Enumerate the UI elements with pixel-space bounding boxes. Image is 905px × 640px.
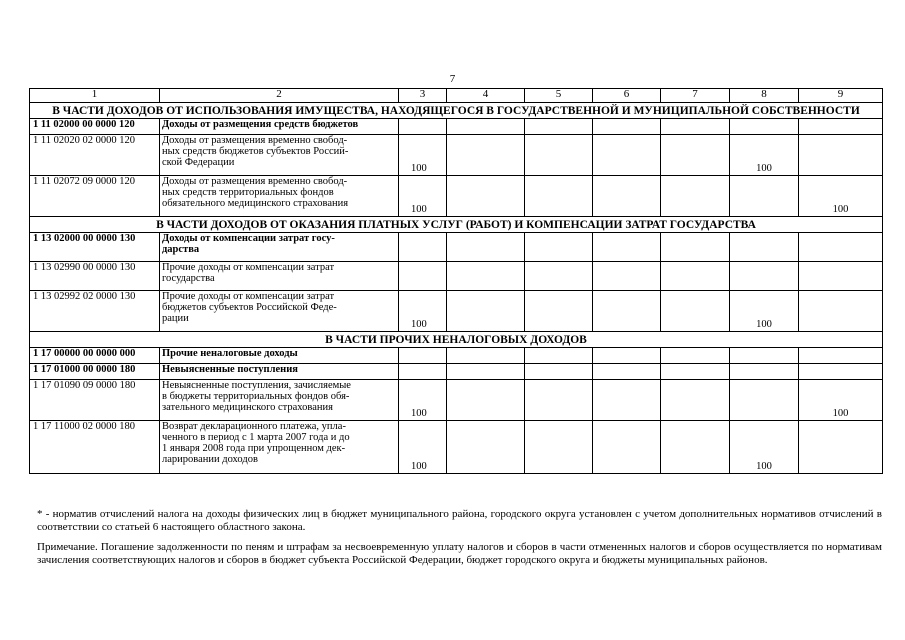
norm-value-cell xyxy=(525,233,593,262)
budget-classification-code: 1 17 00000 00 0000 000 xyxy=(30,348,160,364)
norm-value-cell xyxy=(593,380,661,421)
table-row xyxy=(30,135,883,176)
budget-classification-code: 1 17 01090 09 0000 180 xyxy=(30,380,160,421)
norm-value-cell xyxy=(661,119,730,135)
revenue-name xyxy=(160,348,399,364)
norm-value-cell xyxy=(730,262,799,291)
norm-value-cell xyxy=(593,262,661,291)
norm-value-cell: 100 xyxy=(399,421,447,474)
revenue-name xyxy=(160,176,399,217)
revenue-name xyxy=(160,421,399,474)
budget-classification-code: 1 13 02990 00 0000 130 xyxy=(30,262,160,291)
table-row xyxy=(30,348,883,364)
revenue-name-line: ных средств бюджетов субъектов Россий- xyxy=(162,146,349,157)
norm-value-cell xyxy=(799,421,883,474)
revenue-name xyxy=(160,262,399,291)
revenue-name xyxy=(160,291,399,332)
norm-value-cell xyxy=(661,364,730,380)
norm-value-cell xyxy=(593,291,661,332)
column-number-cell: 7 xyxy=(661,89,730,103)
footnote: * - норматив отчислений налога на доходы физических лиц в бюджет муниципального района, городского округа установлен с учетом дополнительных нормативов отчислений в соответствии со статьей 6 настоящего областного закона. xyxy=(37,508,882,533)
revenue-name xyxy=(160,135,399,176)
norm-value-cell xyxy=(447,176,525,217)
table-row xyxy=(30,262,883,291)
norm-value-cell xyxy=(593,364,661,380)
column-number-row xyxy=(30,89,883,103)
norm-value-cell xyxy=(661,348,730,364)
budget-classification-code: 1 11 02000 00 0000 120 xyxy=(30,119,160,135)
norm-value-cell xyxy=(799,364,883,380)
norm-value-cell: 100 xyxy=(399,291,447,332)
revenue-name-line: Прочие доходы от компенсации затрат xyxy=(162,291,335,302)
table-row xyxy=(30,421,883,474)
column-number-cell: 3 xyxy=(399,89,447,103)
norm-value-cell xyxy=(525,364,593,380)
table-row xyxy=(30,233,883,262)
budget-classification-code: 1 17 01000 00 0000 180 xyxy=(30,364,160,380)
norm-value-cell xyxy=(593,233,661,262)
revenue-name-line: Прочие доходы от компенсации затрат xyxy=(162,262,335,273)
section-title: В ЧАСТИ ПРОЧИХ НЕНАЛОГОВЫХ ДОХОДОВ xyxy=(30,332,883,348)
revenue-name-line: ных средств территориальных фондов xyxy=(162,187,334,198)
section-title: В ЧАСТИ ДОХОДОВ ОТ ИСПОЛЬЗОВАНИЯ ИМУЩЕСТВА, НАХОДЯЩЕГОСЯ В ГОСУДАРСТВЕННОЙ И МУНИЦИПАЛЬНОЙ СОБСТВЕННОСТИ xyxy=(30,103,883,119)
table-row xyxy=(30,119,883,135)
column-number-cell: 2 xyxy=(160,89,399,103)
norm-value-cell xyxy=(661,262,730,291)
norm-value-cell xyxy=(525,421,593,474)
norm-value-cell xyxy=(799,291,883,332)
revenue-name-line: Доходы от размещения временно свобод- xyxy=(162,135,348,146)
table-row xyxy=(30,291,883,332)
norm-value-cell xyxy=(661,380,730,421)
norm-value-cell xyxy=(730,364,799,380)
norm-value-cell: 100 xyxy=(399,135,447,176)
norm-value-cell xyxy=(661,291,730,332)
norm-value-cell xyxy=(447,119,525,135)
budget-classification-code: 1 13 02000 00 0000 130 xyxy=(30,233,160,262)
norm-value-cell xyxy=(399,364,447,380)
column-number-cell: 4 xyxy=(447,89,525,103)
section-title: В ЧАСТИ ДОХОДОВ ОТ ОКАЗАНИЯ ПЛАТНЫХ УСЛУГ (РАБОТ) И КОМПЕНСАЦИИ ЗАТРАТ ГОСУДАРСТВА xyxy=(30,217,883,233)
revenue-name-line: Невыясненные поступления xyxy=(162,364,298,375)
norm-value-cell xyxy=(447,380,525,421)
budget-classification-code: 1 11 02020 02 0000 120 xyxy=(30,135,160,176)
norm-value-cell xyxy=(525,119,593,135)
norm-value-cell xyxy=(593,421,661,474)
revenue-name-line: ларировании доходов xyxy=(162,454,258,465)
revenue-name-line: государства xyxy=(162,273,215,284)
revenue-name-line: бюджетов субъектов Российской Феде- xyxy=(162,302,337,313)
column-number-cell: 5 xyxy=(525,89,593,103)
norm-value-cell xyxy=(799,262,883,291)
norm-value-cell: 100 xyxy=(730,421,799,474)
column-number-cell: 6 xyxy=(593,89,661,103)
norm-value-cell xyxy=(799,233,883,262)
norm-value-cell xyxy=(593,119,661,135)
revenue-name-line: ской Федерации xyxy=(162,157,235,168)
revenue-name xyxy=(160,380,399,421)
norm-value-cell xyxy=(525,135,593,176)
norm-value-cell xyxy=(447,262,525,291)
norm-value-cell xyxy=(447,291,525,332)
section-header-row xyxy=(30,103,883,119)
norm-value-cell xyxy=(399,348,447,364)
norm-value-cell xyxy=(661,135,730,176)
norm-value-cell xyxy=(593,135,661,176)
norm-value-cell xyxy=(525,176,593,217)
norm-value-cell xyxy=(730,380,799,421)
norm-value-cell: 100 xyxy=(799,380,883,421)
norm-value-cell xyxy=(399,119,447,135)
norm-value-cell xyxy=(799,119,883,135)
norm-value-cell xyxy=(661,421,730,474)
norm-value-cell xyxy=(525,380,593,421)
column-number-cell: 1 xyxy=(30,89,160,103)
norm-value-cell xyxy=(661,233,730,262)
norm-value-cell xyxy=(730,348,799,364)
budget-classification-code: 1 13 02992 02 0000 130 xyxy=(30,291,160,332)
revenue-norms-table xyxy=(29,88,883,474)
revenue-name-line: рации xyxy=(162,313,189,324)
norm-value-cell: 100 xyxy=(730,135,799,176)
budget-classification-code: 1 17 11000 02 0000 180 xyxy=(30,421,160,474)
revenue-name-line: Невыясненные поступления, зачисляемые xyxy=(162,380,351,391)
norm-value-cell: 100 xyxy=(399,380,447,421)
revenue-name-line: 1 января 2008 года при упрощенном дек- xyxy=(162,443,346,454)
norm-value-cell xyxy=(799,348,883,364)
revenue-name xyxy=(160,233,399,262)
revenue-name-line: зательного медицинского страхования xyxy=(162,402,333,413)
norm-value-cell xyxy=(593,176,661,217)
norm-value-cell xyxy=(799,135,883,176)
revenue-name-line: Доходы от размещения временно свобод- xyxy=(162,176,348,187)
norm-value-cell xyxy=(447,233,525,262)
section-header-row xyxy=(30,217,883,233)
revenue-name-line: Возврат декларационного платежа, упла- xyxy=(162,421,346,432)
norm-value-cell xyxy=(730,119,799,135)
norm-value-cell xyxy=(593,348,661,364)
norm-value-cell xyxy=(447,135,525,176)
norm-value-cell xyxy=(525,291,593,332)
norm-value-cell xyxy=(447,348,525,364)
norm-value-cell: 100 xyxy=(730,291,799,332)
revenue-name xyxy=(160,364,399,380)
norm-value-cell: 100 xyxy=(799,176,883,217)
revenue-name-line: обязательного медицинского страхования xyxy=(162,198,349,209)
revenue-name-line: Прочие неналоговые доходы xyxy=(162,348,298,359)
norm-value-cell xyxy=(399,262,447,291)
norm-value-cell xyxy=(525,348,593,364)
note: Примечание. Погашение задолженности по пеням и штрафам за несвоевременную уплату налогов и сборов в части отмененных налогов и сборов осуществляется по нормативам зачисления соответствующих налогов и сборов в бюджет субъекта Российской Федерации, бюджет городского округа и бюджеты муниципальных районов. xyxy=(37,541,882,566)
budget-classification-code: 1 11 02072 09 0000 120 xyxy=(30,176,160,217)
revenue-name-line: в бюджеты территориальных фондов обя- xyxy=(162,391,350,402)
norm-value-cell xyxy=(730,233,799,262)
revenue-name-line: Доходы от компенсации затрат госу- xyxy=(162,233,335,244)
revenue-name-line: дарства xyxy=(162,244,200,255)
column-number-cell: 8 xyxy=(730,89,799,103)
norm-value-cell xyxy=(447,421,525,474)
page-number: 7 xyxy=(449,73,456,85)
revenue-name-line: ченного в период с 1 марта 2007 года и до xyxy=(162,432,350,443)
section-header-row xyxy=(30,332,883,348)
table-row xyxy=(30,364,883,380)
revenue-name xyxy=(160,119,399,135)
revenue-name-line: Доходы от размещения средств бюджетов xyxy=(162,119,359,130)
table-row xyxy=(30,380,883,421)
norm-value-cell: 100 xyxy=(399,176,447,217)
norm-value-cell xyxy=(661,176,730,217)
norm-value-cell xyxy=(399,233,447,262)
norm-value-cell xyxy=(730,176,799,217)
norm-value-cell xyxy=(525,262,593,291)
table-row xyxy=(30,176,883,217)
norm-value-cell xyxy=(447,364,525,380)
column-number-cell: 9 xyxy=(799,89,883,103)
